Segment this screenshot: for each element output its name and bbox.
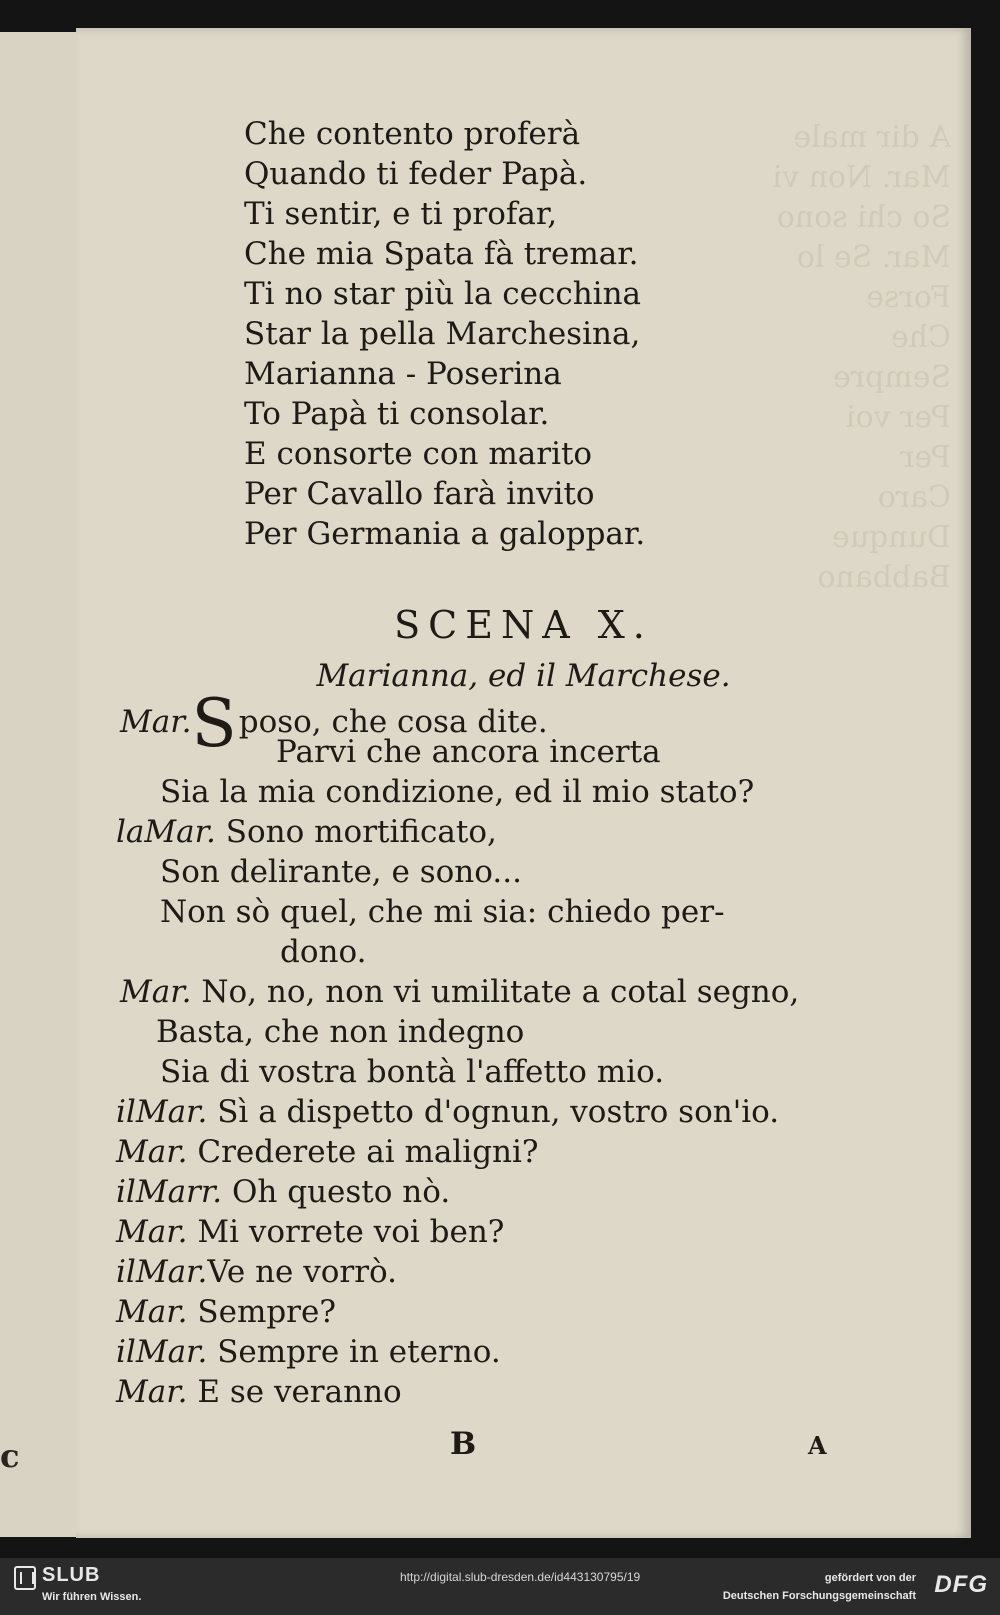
dialogue-line	[116, 1214, 504, 1250]
verse-line: Quando ti feder Papà.	[244, 156, 588, 192]
dialogue-line	[116, 1334, 501, 1370]
slub-logo-name[interactable]: SLUB	[42, 1564, 101, 1586]
verse-line: Che contento proferà	[244, 116, 581, 152]
verse-line: Star la pella Marchesina,	[244, 316, 641, 352]
speaker-label: laMar.	[116, 814, 216, 850]
line-text: E se veranno	[197, 1374, 402, 1410]
dialogue-line: Sia di vostra bontà l'affetto mio.	[160, 1054, 665, 1090]
dfg-logo[interactable]: DFG	[934, 1571, 988, 1598]
verse-line: Per Cavallo farà invito	[244, 476, 595, 512]
catchword: A	[808, 1431, 827, 1460]
line-text: Sì a dispetto d'ognun, vostro son'io.	[217, 1094, 780, 1130]
verse-line: Marianna - Poserina	[244, 356, 562, 392]
dialogue-line	[116, 814, 497, 850]
verse-line: Che mia Spata fà tremar.	[244, 236, 639, 272]
verse-line: To Papà ti consolar.	[244, 396, 550, 432]
scene-subtitle: Marianna, ed il Marchese.	[316, 658, 731, 694]
dialogue-line: Son delirante, e sono...	[160, 854, 522, 890]
slub-logo-icon[interactable]	[14, 1566, 36, 1590]
line-text: Crederete ai maligni?	[197, 1134, 539, 1170]
dialogue-line	[116, 1254, 397, 1290]
show-through-text: A dir male Mar. Non vi So chi sono Mar. Se lo Forse Che Sempre Per voi Per Caro Dunque Babbano	[772, 120, 951, 595]
dialogue-line: Sia la mia condizione, ed il mio stato?	[160, 774, 755, 810]
left-page-edge-char: c	[0, 1437, 20, 1475]
verse-line: E consorte con marito	[244, 436, 593, 472]
dialogue-line	[116, 1374, 402, 1410]
speaker-label: Mar.	[116, 1294, 188, 1330]
dialogue-line	[116, 1174, 450, 1210]
line-text: poso, che cosa dite.	[238, 704, 548, 740]
left-page-edge	[0, 32, 78, 1537]
verse-line: Ti sentir, e ti profar,	[244, 196, 558, 232]
dialogue-line: Parvi che ancora incerta	[276, 734, 661, 770]
line-text: Sempre?	[197, 1294, 336, 1330]
scene-title: SCENA X.	[394, 603, 653, 647]
viewer-footer	[0, 1558, 1000, 1615]
funding-text-line1: gefördert von der	[824, 1572, 916, 1584]
speaker-label: ilMarr.	[116, 1174, 223, 1210]
speaker-label: Mar.	[116, 1374, 188, 1410]
speaker-label: Mar.	[116, 1214, 188, 1250]
speaker-label: Mar.	[116, 1134, 188, 1170]
verse-line: Ti no star più la cecchina	[244, 276, 642, 312]
speaker-label: Mar.	[120, 704, 192, 740]
signature-mark: B	[450, 1426, 477, 1462]
line-text: Sono mortificato,	[225, 814, 497, 850]
speaker-label: ilMar.	[116, 1094, 208, 1130]
speaker-label: ilMar.	[116, 1334, 208, 1370]
book-page	[76, 28, 971, 1538]
verse-line: Per Germania a galoppar.	[244, 516, 646, 552]
dialogue-line: Non sò quel, che mi sia: chiedo per-	[160, 894, 725, 930]
slub-tagline: Wir führen Wissen.	[42, 1591, 142, 1603]
dialogue-line	[116, 1094, 779, 1130]
drop-capital: S	[191, 685, 237, 762]
dialogue-line	[116, 1134, 539, 1170]
line-text: Ve ne vorrò.	[207, 1254, 398, 1290]
line-text: Sempre in eterno.	[217, 1334, 501, 1370]
dialogue-line: Basta, che non indegno	[156, 1014, 525, 1050]
dialogue-line: dono.	[280, 934, 367, 970]
dialogue-line	[116, 1294, 336, 1330]
line-text: No, no, non vi umilitate a cotal segno,	[201, 974, 800, 1010]
speaker-label: Mar.	[120, 974, 192, 1010]
line-text: Mi vorrete voi ben?	[197, 1214, 505, 1250]
line-text: Oh questo nò.	[232, 1174, 451, 1210]
dialogue-line	[120, 974, 799, 1010]
funding-text-line2: Deutschen Forschungsgemeinschaft	[722, 1590, 916, 1602]
source-url-link[interactable]: http://digital.slub-dresden.de/id443130795/19	[400, 1570, 641, 1584]
speaker-label: ilMar.	[116, 1254, 208, 1290]
